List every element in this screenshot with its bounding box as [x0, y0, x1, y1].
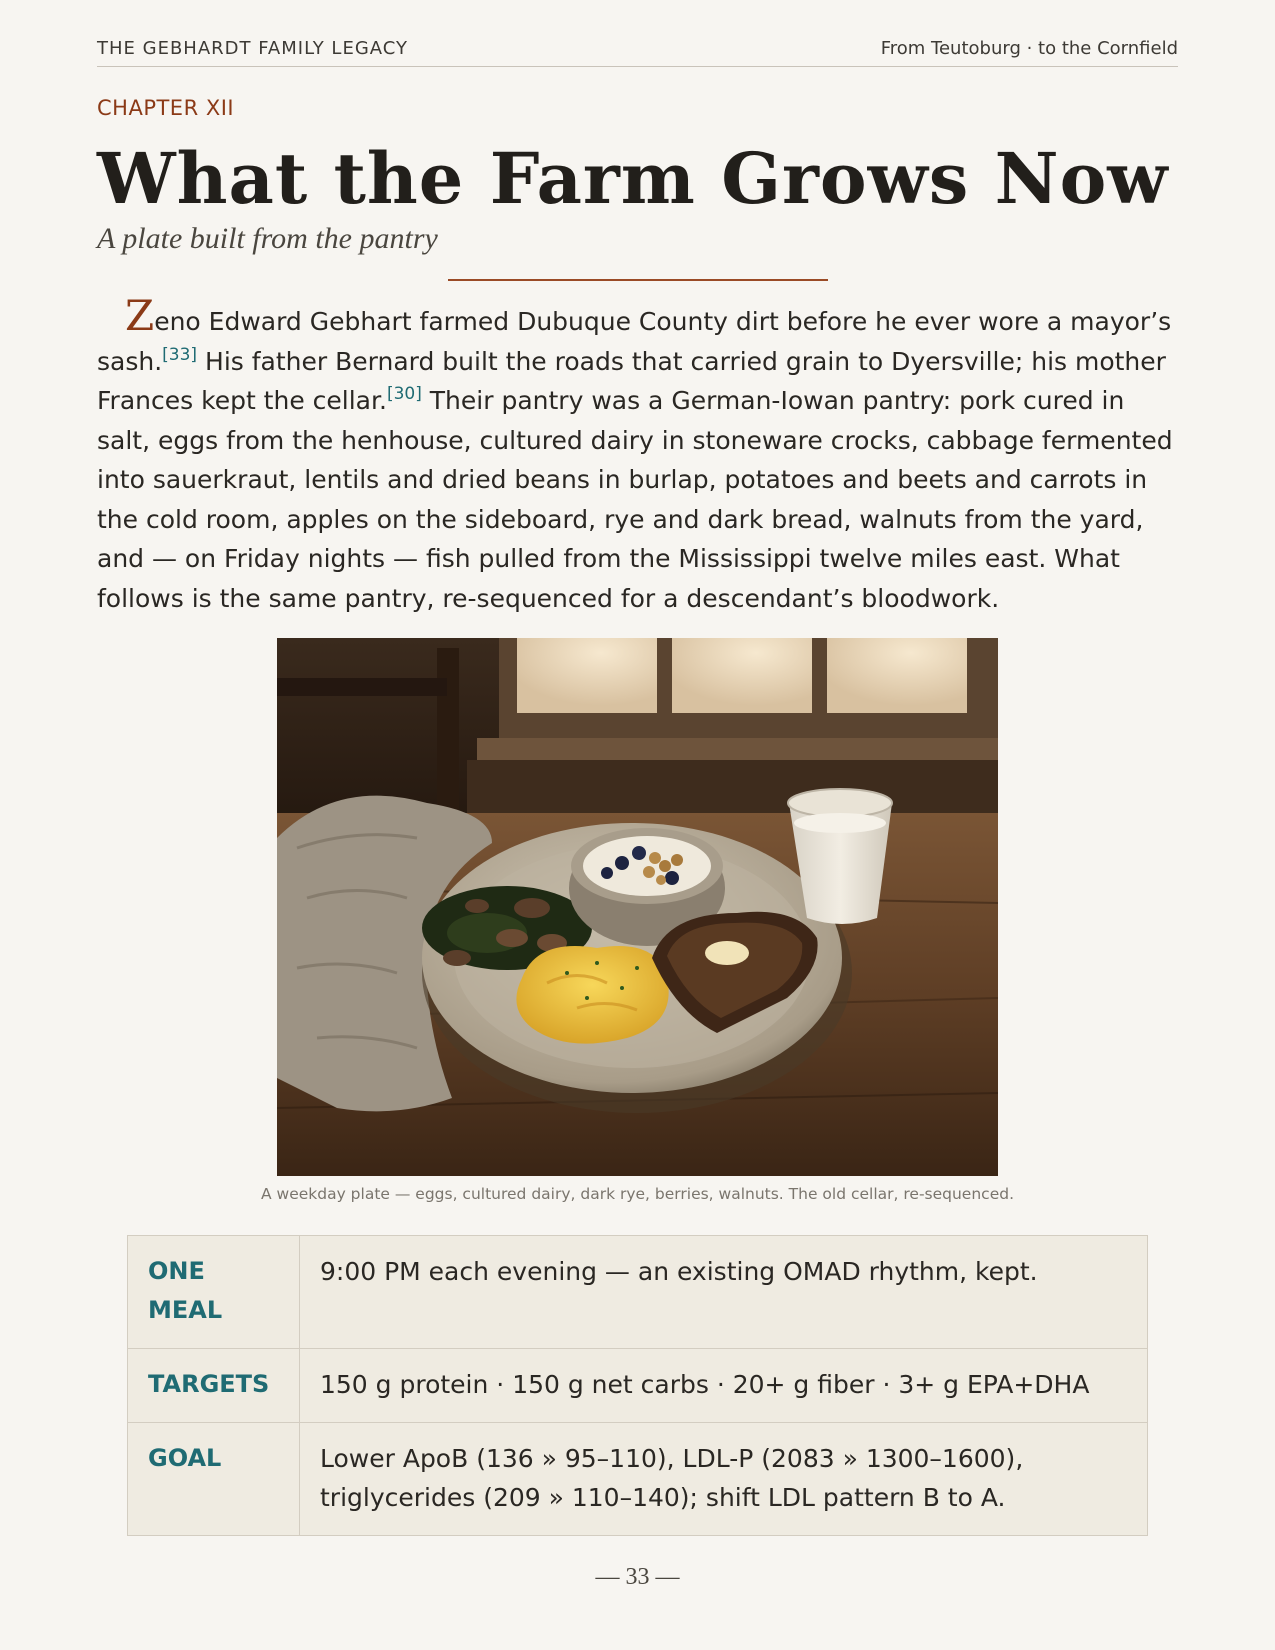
lead-text-3: Their pantry was a German-Iowan pantry: pork cured in salt, eggs from the henhouse, cultured dairy in stoneware crocks, cabbage fermented into sauerkraut, lentils and dried beans in burlap, potatoes and beets and carrots in the cold room, apples on the sideboard, rye and dark bread, walnuts from the yard, and — on Friday nights — fish pulled from the Mississippi twelve miles east. What follows is the same pantry, re-sequenced for a descendant’s bloodwork.: [97, 386, 1173, 613]
meal-plan-table: [127, 1235, 1148, 1536]
page: [97, 0, 1178, 1650]
breakfast-plate-photo: [277, 638, 998, 1176]
running-head-section: From Teutoburg · to the Cornfield: [880, 38, 1178, 59]
row-value-targets: 150 g protein · 150 g net carbs · 20+ g fiber · 3+ g EPA+DHA: [300, 1349, 1148, 1423]
lead-paragraph: [97, 291, 1178, 618]
running-head: [97, 38, 1178, 67]
row-key-goal: GOAL: [128, 1423, 300, 1536]
chapter-subtitle: A plate built from the pantry: [97, 222, 438, 255]
footnote-ref-33[interactable]: [33]: [162, 344, 198, 365]
row-value-goal: Lower ApoB (136 » 95–110), LDL-P (2083 » 1300–1600), triglycerides (209 » 110–140); shift LDL pattern B to A.: [300, 1423, 1148, 1536]
row-key-targets: TARGETS: [128, 1349, 300, 1423]
table-row: [128, 1236, 1148, 1349]
table-row: [128, 1423, 1148, 1536]
lead-text-1: eno Edward Gebhart farmed Dubuque County dirt before he ever wore a mayor’s sash.: [97, 307, 1172, 376]
row-key-one-meal: ONE MEAL: [128, 1236, 300, 1349]
row-value-one-meal: 9:00 PM each evening — an existing OMAD rhythm, kept.: [300, 1236, 1148, 1349]
title-divider: [448, 279, 828, 281]
table-row: [128, 1349, 1148, 1423]
figure-caption: A weekday plate — eggs, cultured dairy, dark rye, berries, walnuts. The old cellar, re-sequenced.: [260, 1185, 1014, 1203]
page-number: — 33 —: [595, 1564, 680, 1590]
drop-cap: Z: [125, 291, 155, 340]
chapter-title: What the Farm Grows Now: [97, 137, 1169, 220]
running-head-title: THE GEBHARDT FAMILY LEGACY: [97, 38, 409, 59]
footnote-ref-30[interactable]: [30]: [386, 384, 422, 404]
lead-text-2: His father Bernard built the roads that carried grain to Dyersville; his mother Frances kept the cellar.: [97, 346, 1166, 415]
chapter-label: CHAPTER XII: [97, 96, 235, 120]
